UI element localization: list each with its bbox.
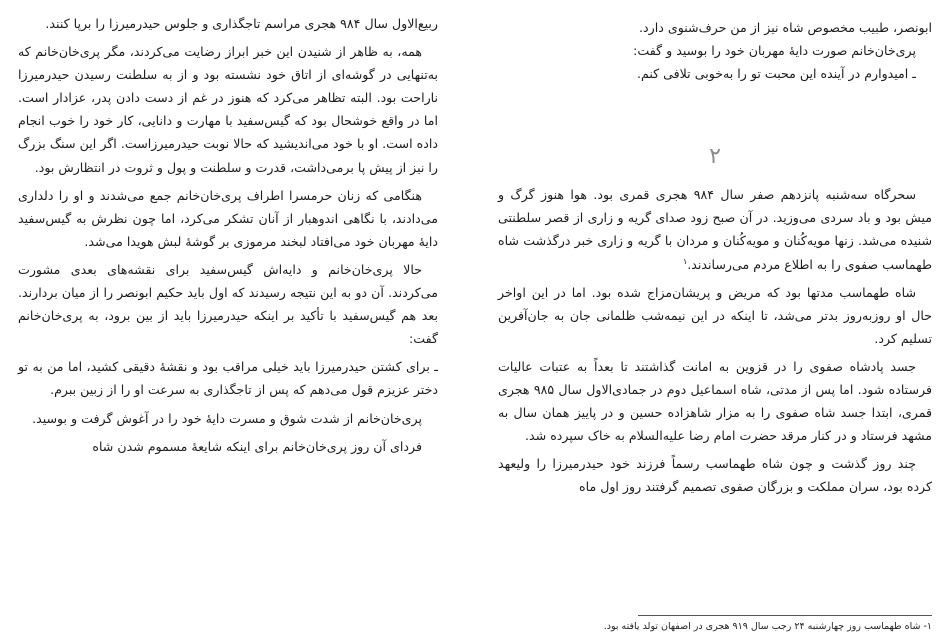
paragraph: پری‌خان‌خانم از شدت شوق و مسرت دایهٔ خود را در آغوش گرفت و بوسید. bbox=[32, 410, 422, 426]
footnote-marker: ۱ bbox=[682, 256, 688, 266]
paragraph: شاه طهماسب مدتها بود که مریض و پریشان‌مزاج شده بود. اما در این اواخر حال او روزبه‌روز بدتر می‌شد، تا اینکه در این نیمه‌شب ظلمانی جان به جان‌آفرین تسلیم کرد. bbox=[498, 284, 932, 346]
paragraph: جسد پادشاه صفوی را در قزوین به امانت گذاشتند تا بعداً به عتبات عالیات فرستاده شود. اما پس از مدتی، شاه اسماعیل دوم در جمادی‌الاول سال ۹۸۵ هجری قمری، ابتدا جسد شاه صفوی را به مزار شاهزاده حسین و در پاییز همان سال به مشهد فرستاد و در کنار مرقد حضرت امام رضا علیه‌السلام به خاک سپرده شد. bbox=[498, 358, 932, 444]
paragraph: فردای آن روز پری‌خان‌خانم برای اینکه شایعهٔ مسموم شدن شاه bbox=[92, 438, 422, 454]
left-page bbox=[0, 0, 458, 639]
paragraph-text: سحرگاه سه‌شنبه پانزدهم صفر سال ۹۸۴ هجری قمری بود. هوا هنوز گرگ و میش بود و باد سردی می‌وزید. در آن صبح زود صدای گریه و زاری از قصر سلطنتی شنیده می‌شد. زنها مویه‌کُنان و مویه‌کُنان و مردان با گریه و زاری خبر درگذشت شاه طهماسب صفوی را به اطلاع مردم می‌رساندند. bbox=[498, 187, 932, 272]
paragraph: حالا پری‌خان‌خانم و دایه‌اش گیس‌سفید برای نقشه‌های بعدی مشورت می‌کردند. آن دو به این نتیجه رسیدند که اول باید حکیم ابونصر را از میان بردارند. بعد هم گیس‌سفید با تأکید بر اینکه حیدرمیرزا باید از بین برود، به پری‌خان‌خانم گفت: bbox=[18, 261, 438, 347]
paragraph: ابونصر، طبیب مخصوص شاه نیز از من حرف‌شنوی دارد. bbox=[639, 20, 932, 35]
right-page bbox=[478, 0, 950, 639]
paragraph bbox=[498, 183, 932, 275]
paragraph: همه، به ظاهر از شنیدن این خبر ابراز رضایت می‌کردند، مگر پری‌خان‌خانم که به‌تنهایی در گوشه‌ای از اتاق خود نشسته بود و از به سلطنت رسیدن حیدرمیرزا ناراحت بود. البته تظاهر می‌کرد که هنوز در غم از دست دادن پدر، عزادار است. اما در واقع خوشحال بود که گیس‌سفید با مهارت و دانایی، کار خود را خوب انجام داده است. او با خود می‌اندیشید که حالا نوبت حیدرمیرزاست. اگر این سنگ بزرگ را نیز از پیش پا برمی‌داشت، قدرت و سلطنت و پول و ثروت در انتظارش بود. bbox=[18, 44, 438, 175]
paragraph: پری‌خان‌خانم صورت دایهٔ مهربان خود را بوسید و گفت: bbox=[633, 43, 916, 59]
paragraph: چند روز گذشت و چون شاه طهماسب رسماً فرزند خود حیدرمیرزا را ولیعهد کرده بود، سران مملکت و بزرگان صفوی تصمیم گرفتند روز اول ماه bbox=[498, 456, 932, 495]
dialogue-block bbox=[498, 16, 932, 85]
paragraph: ربیع‌الاول سال ۹۸۴ هجری مراسم تاجگذاری و جلوس حیدرمیرزا را برپا کنند. bbox=[45, 16, 438, 31]
footnote: ۱- شاه طهماسب روز چهارشنبه ۲۴ رجب سال ۹۱۹ هجری در اصفهان تولد یافته بود. bbox=[603, 621, 932, 632]
footnote-divider bbox=[638, 615, 932, 616]
dialogue-paragraph: ـ امیدوارم در آینده این محبت تو را به‌خوبی تلافی کنم. bbox=[636, 66, 916, 82]
chapter-number: ۲ bbox=[709, 144, 721, 170]
paragraph: هنگامی که زنان حرمسرا اطراف پری‌خان‌خانم جمع می‌شدند و او را دلداری می‌دادند، با نگاهی اندوهبار از آنان تشکر می‌کرد، اما چون نظرش به گیس‌سفید دایهٔ مهربان خود می‌افتاد لبخند مرموزی بر گوشهٔ لبش هویدا می‌شد. bbox=[18, 187, 438, 249]
dialogue-paragraph: ـ برای کشتن حیدرمیرزا باید خیلی مراقب بود و نقشهٔ دقیقی کشید، اما من به تو دختر عزیزم قول می‌دهم که پس از تاجگذاری به سرعت او را از زبین ببرم. bbox=[18, 359, 438, 398]
